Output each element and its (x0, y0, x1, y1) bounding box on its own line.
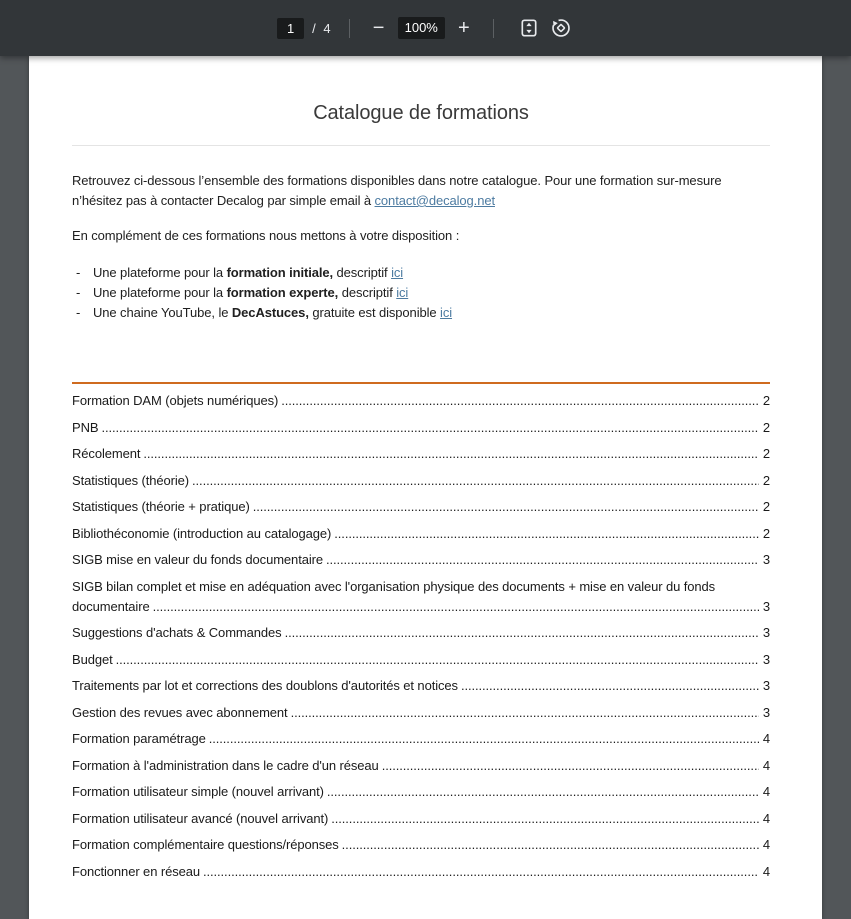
toc-dot-leader (342, 837, 759, 853)
toc-dot-leader (326, 552, 759, 568)
toc-page-number: 2 (762, 446, 770, 461)
page-controls (277, 18, 332, 39)
bullet-text: Une plateforme pour la formation experte, descriptif ici (93, 285, 409, 300)
toc-entry-label: Traitements par lot et corrections des doublons d'autorités et notices (72, 678, 458, 693)
toc-dot-leader (327, 784, 759, 800)
pdf-toolbar (0, 0, 851, 56)
toc-entry[interactable] (72, 625, 770, 641)
toc-dot-leader (192, 473, 759, 489)
toc-page-number: 4 (762, 837, 770, 852)
bullet-list (72, 263, 770, 323)
toc-dot-leader (281, 393, 759, 409)
toc-entry-label: Formation utilisateur simple (nouvel arrivant) (72, 784, 324, 799)
toc-page-number: 4 (762, 757, 770, 773)
intro-paragraph (72, 171, 770, 211)
toc-entry[interactable] (72, 499, 770, 515)
fit-to-page-icon (518, 17, 540, 39)
toc-entry[interactable] (72, 473, 770, 489)
toc-entry[interactable] (72, 678, 770, 694)
toc-entry[interactable] (72, 758, 770, 774)
toc-dot-leader (253, 499, 759, 515)
toc-dot-leader (153, 599, 759, 615)
page-title: Catalogue de formations (313, 102, 529, 124)
zoom-controls (366, 15, 477, 41)
page-count-label: / 4 (312, 20, 333, 36)
toc-entry-label: Formation à l'administration dans le cadre d'un réseau (72, 757, 379, 773)
toc-page-number: 2 (762, 393, 770, 408)
intro-line1: Retrouvez ci-dessous l’ensemble des formations disponibles dans notre catalogue. Pour une formation sur-mesure (72, 173, 722, 188)
toc-dot-leader (382, 758, 759, 774)
inline-link[interactable]: ici (391, 265, 404, 280)
toc-entry-label: Suggestions d'achats & Commandes (72, 625, 282, 640)
title-divider (72, 145, 770, 146)
toc-page-number: 2 (762, 525, 770, 541)
toc-entry-label: documentaire (72, 598, 150, 614)
toc-entry-label: Budget (72, 651, 113, 667)
toc-entry-label: Formation paramétrage (72, 731, 206, 746)
bullet-marker: - (76, 285, 81, 300)
toc-page-number: 2 (762, 499, 770, 514)
toc-page-number: 3 (762, 704, 770, 720)
rotate-button[interactable] (548, 15, 574, 41)
toc-entry[interactable] (72, 837, 770, 853)
inline-link[interactable]: ici (396, 285, 409, 300)
toc-entry-label-line1: SIGB bilan complet et mise en adéquation avec l'organisation physique des documents + mise en valeur du fonds (72, 578, 716, 594)
toc-page-number: 4 (762, 784, 770, 799)
toc-entry-label: Gestion des revues avec abonnement (72, 704, 288, 720)
toc-entry[interactable] (72, 652, 770, 668)
toc-entry[interactable] (72, 393, 770, 409)
toc-dot-leader (461, 678, 759, 694)
toc-dot-leader (285, 625, 759, 641)
bullet-text: Une plateforme pour la formation initiale, descriptif ici (93, 265, 404, 280)
toc-entry-label: Formation DAM (objets numériques) (72, 393, 279, 408)
toc-entry[interactable] (72, 784, 770, 800)
toc-entry-label: PNB (72, 419, 99, 435)
bullet-item (72, 283, 770, 303)
zoom-out-button[interactable]: − (366, 15, 392, 41)
toc-entry[interactable] (72, 552, 770, 568)
toc-entry[interactable] (72, 420, 770, 436)
toc-entry-label: Formation complémentaire questions/réponses (72, 837, 339, 852)
toc-page-number: 3 (762, 625, 770, 640)
toc-page-number: 3 (762, 552, 770, 567)
toc-entry-label: Récolement (72, 446, 141, 461)
rotate-counterclockwise-icon (550, 17, 572, 39)
intro-line2: n’hésitez pas à contacter Decalog par simple email à (72, 193, 375, 208)
toc-page-number: 2 (762, 472, 770, 488)
toc-dot-leader (291, 705, 759, 721)
toc-entry-label: Statistiques (théorie + pratique) (72, 499, 250, 514)
pdf-viewport[interactable] (0, 56, 851, 919)
toc-entry-label: Bibliothéconomie (introduction au catalogage) (72, 525, 332, 541)
bullet-item (72, 263, 770, 283)
bullet-item (72, 303, 770, 323)
bullet-text: Une chaine YouTube, le DecAstuces, gratuite est disponible ici (93, 305, 453, 320)
toc-entry[interactable] (72, 579, 770, 615)
toc-page-number: 2 (762, 419, 770, 435)
toc-entry[interactable] (72, 705, 770, 721)
toolbar-divider (349, 19, 350, 38)
fit-page-button[interactable] (516, 15, 542, 41)
page-number-input[interactable] (277, 18, 304, 39)
bullet-marker: - (76, 305, 81, 320)
toc-dot-leader (334, 526, 759, 542)
toc-entry[interactable] (72, 446, 770, 462)
toc-dot-leader (209, 731, 759, 747)
toc-entry[interactable] (72, 731, 770, 747)
toc-dot-leader (101, 420, 759, 436)
toc-entry[interactable] (72, 526, 770, 542)
zoom-level-display: 100% (398, 17, 445, 39)
toc-entry-label: Statistiques (théorie) (72, 472, 190, 488)
toc-list (72, 393, 770, 880)
toc-entry-label: Formation utilisateur avancé (nouvel arrivant) (72, 810, 329, 826)
toc-dot-leader (331, 811, 759, 827)
toc-entry-label: Fonctionner en réseau (72, 863, 200, 879)
toc-entry-label: SIGB mise en valeur du fonds documentaire (72, 552, 323, 567)
complement-paragraph: En complément de ces formations nous mettons à votre disposition : (72, 228, 460, 243)
toc-page-number: 4 (762, 863, 770, 879)
toc-dot-leader (143, 446, 759, 462)
toc-page-number: 3 (762, 651, 770, 667)
toc-page-number: 4 (762, 810, 770, 826)
toc-dot-leader (203, 864, 759, 880)
toc-entry[interactable] (72, 811, 770, 827)
email-link[interactable]: contact@decalog.net (374, 193, 495, 208)
toc-page-number: 3 (762, 598, 770, 614)
toc-divider (72, 382, 770, 384)
zoom-in-button[interactable]: + (451, 15, 477, 41)
toc-dot-leader (116, 652, 759, 668)
inline-link[interactable]: ici (440, 305, 453, 320)
toc-page-number: 3 (762, 678, 770, 693)
pdf-page (29, 56, 822, 919)
toolbar-divider (493, 19, 494, 38)
toc-page-number: 4 (762, 731, 770, 746)
toc-entry[interactable] (72, 864, 770, 880)
bullet-marker: - (76, 265, 81, 280)
